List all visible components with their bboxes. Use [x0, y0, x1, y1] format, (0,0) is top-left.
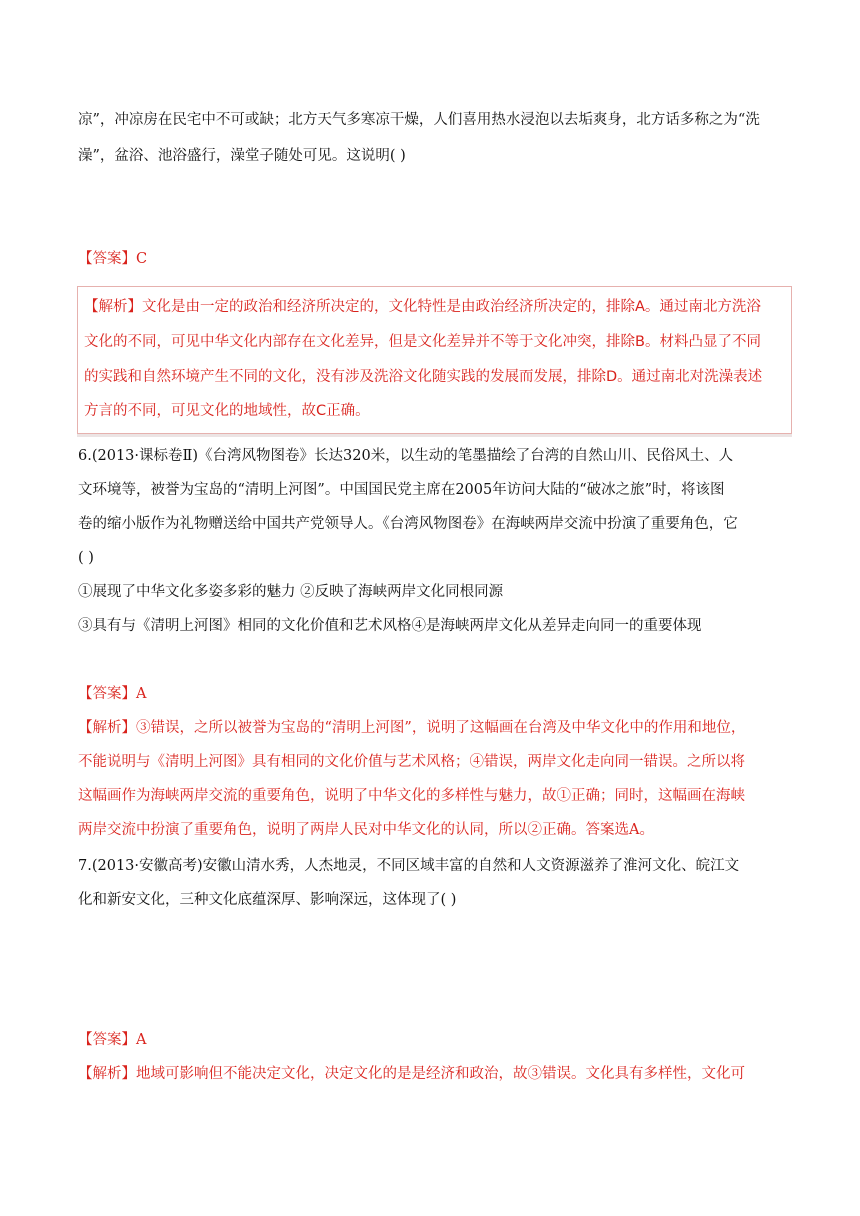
q6-analysis-line-1: 【解析】③错误，之所以被誉为宝岛的“清明上河图”，说明了这幅画在台湾及中华文化中的作用和地位，	[78, 720, 746, 736]
q6-statements-line-1: ①展现了中华文化多姿多彩的魅力 ②反映了海峡两岸文化同根同源	[78, 584, 504, 600]
q6-analysis-line-4: 两岸交流中扮演了重要角色，说明了两岸人民对中华文化的认同，所以②正确。答案选A。	[78, 822, 654, 838]
q5-answer-tag: 【答案】	[78, 251, 136, 267]
q7-answer-tag: 【答案】	[78, 1032, 136, 1048]
q5-answer	[78, 249, 790, 269]
q6-stem-line-4: ( )	[78, 550, 94, 566]
q6-answer	[78, 684, 790, 704]
q6-stem-line-1: 6.(2013·课标卷Ⅱ)《台湾风物图卷》长达320米，以生动的笔墨描绘了台湾的自然山川、民俗风土、人	[78, 448, 734, 464]
q6-answer-tag: 【答案】	[78, 686, 136, 702]
q7-analysis-line-1: 【解析】地域可影响但不能决定文化，决定文化的是是经济和政治，故③错误。文化具有多样性，文化可	[78, 1066, 745, 1082]
q7-stem-line-1: 7.(2013·安徽高考)安徽山清水秀，人杰地灵，不同区域丰富的自然和人文资源滋养了淮河文化、皖江文	[78, 858, 740, 874]
q5-analysis-line-1: 【解析】文化是由一定的政治和经济所决定的，文化特性是由政治经济所决定的，排除A。通过南北方洗浴	[84, 299, 761, 315]
q6-answer-value: A	[136, 686, 147, 702]
q6-stem-line-2: 文环境等，被誉为宝岛的“清明上河图”。中国国民党主席在2005年访问大陆的“破冰之旅”时，将该图	[78, 482, 725, 498]
q5-answer-value: C	[136, 251, 148, 267]
q5-stem-line-1: 凉”，冲凉房在民宅中不可或缺；北方天气多寒凉干燥，人们喜用热水浸泡以去垢爽身，北方话多称之为“洗	[78, 112, 760, 128]
q7-answer-value: A	[136, 1032, 147, 1048]
q6-stem-line-3: 卷的缩小版作为礼物赠送给中国共产党领导人。《台湾风物图卷》在海峡两岸交流中扮演了重要角色，它	[78, 516, 738, 532]
q7-stem-line-2: 化和新安文化，三种文化底蕴深厚、影响深远，这体现了( )	[78, 892, 457, 908]
q7-answer	[78, 1030, 790, 1050]
q6-statements-line-2: ③具有与《清明上河图》相同的文化价值和艺术风格④是海峡两岸文化从差异走向同一的重要体现	[78, 618, 702, 634]
q5-analysis-line-2: 文化的不同，可见中华文化内部存在文化差异，但是文化差异并不等于文化冲突，排除B。材料凸显了不同	[84, 334, 761, 350]
q5-analysis-box	[77, 286, 792, 434]
q6-analysis-line-2: 不能说明与《清明上河图》具有相同的文化价值与艺术风格；④错误，两岸文化走向同一错误。之所以将	[78, 754, 745, 770]
q5-stem-line-2: 澡”，盆浴、池浴盛行，澡堂子随处可见。这说明( )	[78, 148, 406, 164]
q5-analysis-line-3: 的实践和自然环境产生不同的文化，没有涉及洗浴文化随实践的发展而发展，排除D。通过南北对洗澡表述	[84, 369, 763, 385]
q6-analysis-line-3: 这幅画作为海峡两岸交流的重要角色，说明了中华文化的多样性与魅力，故①正确；同时，这幅画在海峡	[78, 788, 745, 804]
q5-analysis-line-4: 方言的不同，可见文化的地域性，故C正确。	[84, 403, 370, 419]
